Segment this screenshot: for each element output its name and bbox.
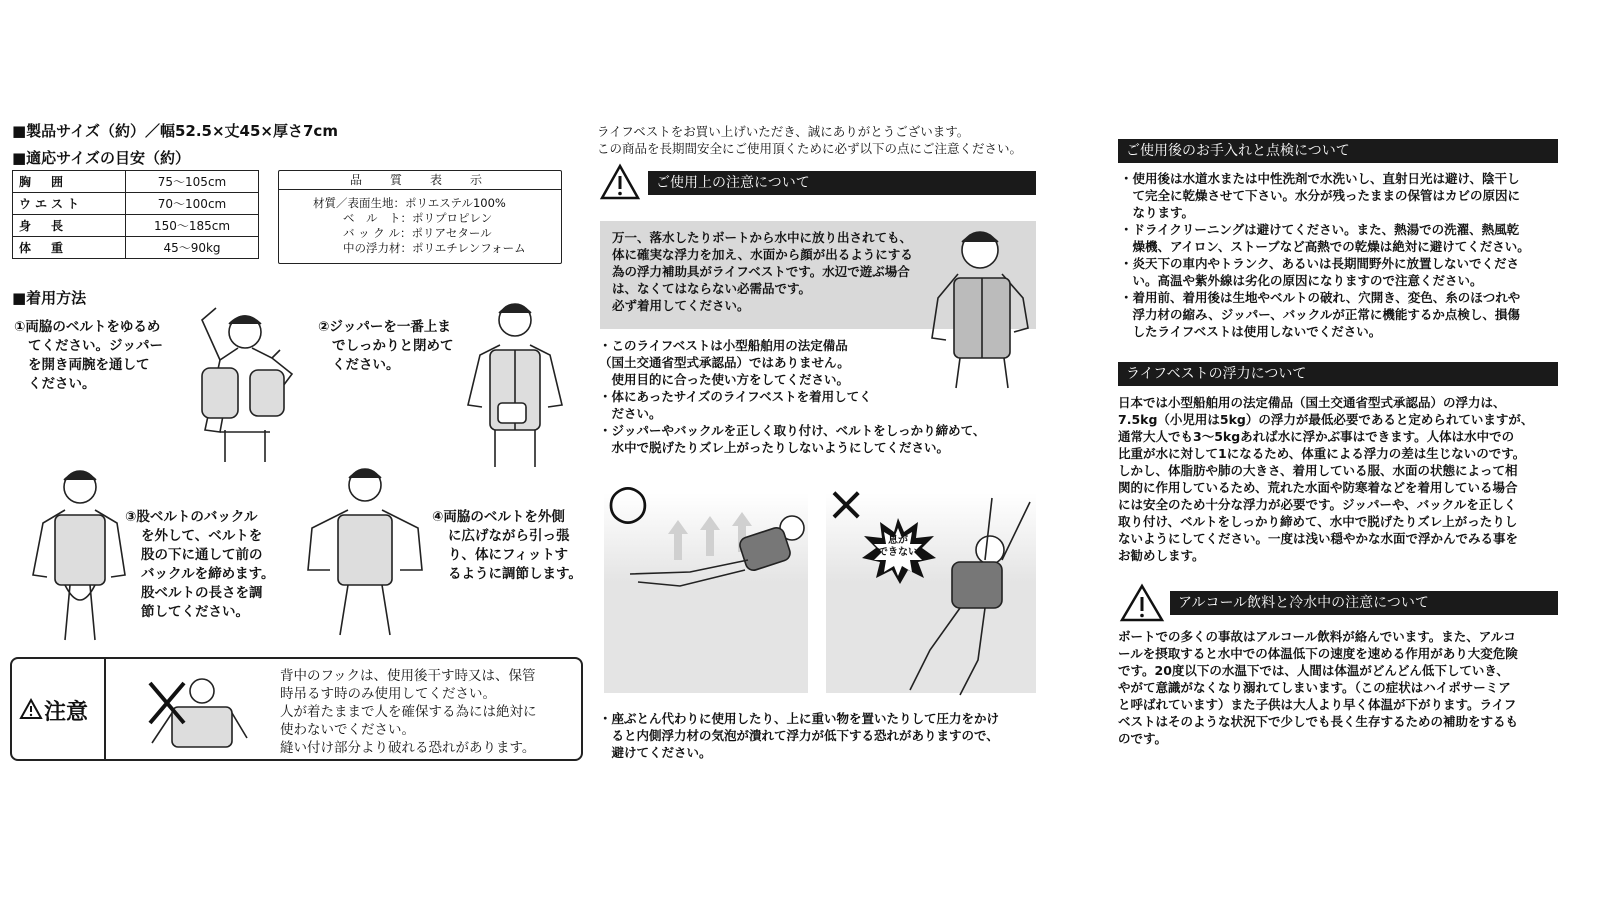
howto-heading: ■着用方法 [12,289,87,307]
step-3-text: ③股ベルトのバックル を外して、ベルトを 股の下に通して前の バックルを締めます。 股ベルトの長さを調 節してください。 [125,509,275,620]
table-cell: 体 重 [13,237,126,259]
buoyancy-title: ライフベストの浮力について [1118,362,1558,386]
step-1-text: ①両脇のベルトをゆるめ てください。ジッパー を開き両腕を通して ください。 [14,319,163,392]
quality-row: バ ッ ク ル：ポリアセタール [343,226,492,240]
quality-label-box [278,170,562,264]
table-row [13,171,259,193]
step-3-illustration [25,465,135,645]
warning-icon [20,699,42,719]
step-1-illustration [180,290,310,465]
table-cell: 70〜100cm [126,193,259,215]
product-size-line: ■製品サイズ（約）／幅52.5×丈45×厚さ7cm [12,122,338,140]
usage-caution-title: ご使用上の注意について [648,171,1036,195]
caution-box [10,657,583,761]
intro-gray-text: 万一、落水したりボートから水中に放り出されても、 体に確実な浮力を加え、水面から顔が出るようにする 為の浮力補助具がライフベストです。水辺で遊ぶ場合 は、なくてはならない必需品です。 必ず着用してください。 [612,230,913,313]
caution-label: 注意 [44,700,89,725]
warning-icon [600,164,640,200]
table-cell: 75〜105cm [126,171,259,193]
step-4-illustration [300,460,430,640]
table-cell: ウエスト [13,193,126,215]
intro-text: ライフベストをお買い上げいただき、誠にありがとうございます。 この商品を長期間安全にご使用頂くために必ず以下の点にご注意ください。 [597,124,1023,156]
care-text: ・使用後は水道水または中性洗剤で水洗いし、直射日光は避け、陰干し て完全に乾燥させて下さい。水分が残ったままの保管はカビの原因に なります。 ・ドライクリーニングは避けてください。また、熱湯での洗濯、熱風乾 燥機、アイロン、ストーブなど高熱での乾燥は絶対に避けてください。 ・炎天下の車内やトランク、あるいは長期間野外に放置しないでくださ い。高温や紫外線は劣化の原因になりますので注意ください。 ・着用前、着用後は生地やベルトの破れ、穴開き、変色、糸のほつれや 浮力材の縮み、ジッパー、バックルが正常に機能するか点検し、損傷 したライフベストは使用しないでください。 [1120,171,1530,339]
quality-row: ベ ル ト：ポリプロピレン [343,211,493,225]
table-cell: 45〜90kg [126,237,259,259]
quality-row: 中の浮力材：ポリエチレンフォーム [343,241,526,255]
wrong-mark: × [826,476,867,532]
step-2-text: ②ジッパーを一番上ま でしっかりと閉めて ください。 [318,319,454,373]
step-4-text: ④両脇のベルトを外側 に広げながら引っ張 り、体にフィットす るように調節します。 [432,509,582,582]
table-row [13,215,259,237]
burst-text: 息が できない [878,535,918,558]
caution-label-cell [12,659,106,759]
table-row [13,237,259,259]
care-title: ご使用後のお手入れと点検について [1118,139,1558,163]
step-2-illustration [460,295,570,470]
fit-size-heading: ■適応サイズの目安（約） [12,149,190,167]
buoyancy-text: 日本では小型船舶用の法定備品（国土交通省型式承認品）の浮力は、 7.5kg（小児用は5kg）の浮力が最低必要であると定められていますが、 通常大人でも3〜5kgあれば水に浮かぶ事はできます。人体は水中での 比重が水に対して1になるため、体重による浮力の差は生じないのです。 しかし、体脂肪や肺の大きさ、着用している服、水面の状態によって相 関的に作用しているため、荒れた水面や防寒着などを着用している場合 には安全のため十分な浮力が必要です。ジッパーや、バックルを正しく 取り付け、ベルトをしっかり締めて、水中で脱げたりズレ上がったりし ないようにしてください。一度は浅い穏やかな水面で浮かんでみる事を お勧めします。 [1118,395,1534,563]
warning-icon [1120,584,1164,622]
quality-label-title: 品 質 表 示 [279,171,561,190]
alcohol-text: ボートでの多くの事故はアルコール飲料が絡んでいます。また、アルコ ールを摂取すると水中での体温低下の速度を速める作用があり大変危険 です。20度以下の水温下では、人間は体温がどんどん低下していき、 やがて意識がなくなり溺れてしまいます。（この症状はハイポサーミア と呼ばれています）また子供は大人より早く体温が下がります。ライフ ベストはそのような状況下で少しでも長く生存するための補助をするも のです。 [1118,629,1519,746]
correct-mark: ○ [607,474,649,530]
caution-text: 背中のフックは、使用後干す時又は、保管 時吊るす時のみ使用してください。 人が着たままで人を確保する為には絶対に 使わないでください。 縫い付け部分より破れる恐れがあります。 [280,668,537,756]
sinking-person-illustration [890,490,1040,700]
usage-bullets: ・このライフベストは小型船舶用の法定備品 （国土交通省型式承認品）ではありません。 使用目的に合った使い方をしてください。 ・体にあったサイズのライフベストを着用してく ださい。 ・ジッパーやバックルを正しく取り付け、ベルトをしっかり締めて、 水中で脱げたりズレ上がったりしないようにしてください。 [599,338,986,455]
alcohol-title: アルコール飲料と冷水中の注意について [1170,591,1558,615]
floating-person-illustration [620,500,810,590]
fit-size-table [12,170,259,259]
table-cell: 胸 囲 [13,171,126,193]
pressure-warning: ・座ぶとん代わりに使用したり、上に重い物を置いたりして圧力をかけ ると内側浮力材の気泡が潰れて浮力が低下する恐れがありますので、 避けてください。 [599,711,1000,760]
hook-illustration [142,673,252,759]
table-cell: 身 長 [13,215,126,237]
table-cell: 150〜185cm [126,215,259,237]
quality-row: 材質／表面生地：ポリエステル100% [313,196,506,210]
table-row [13,193,259,215]
